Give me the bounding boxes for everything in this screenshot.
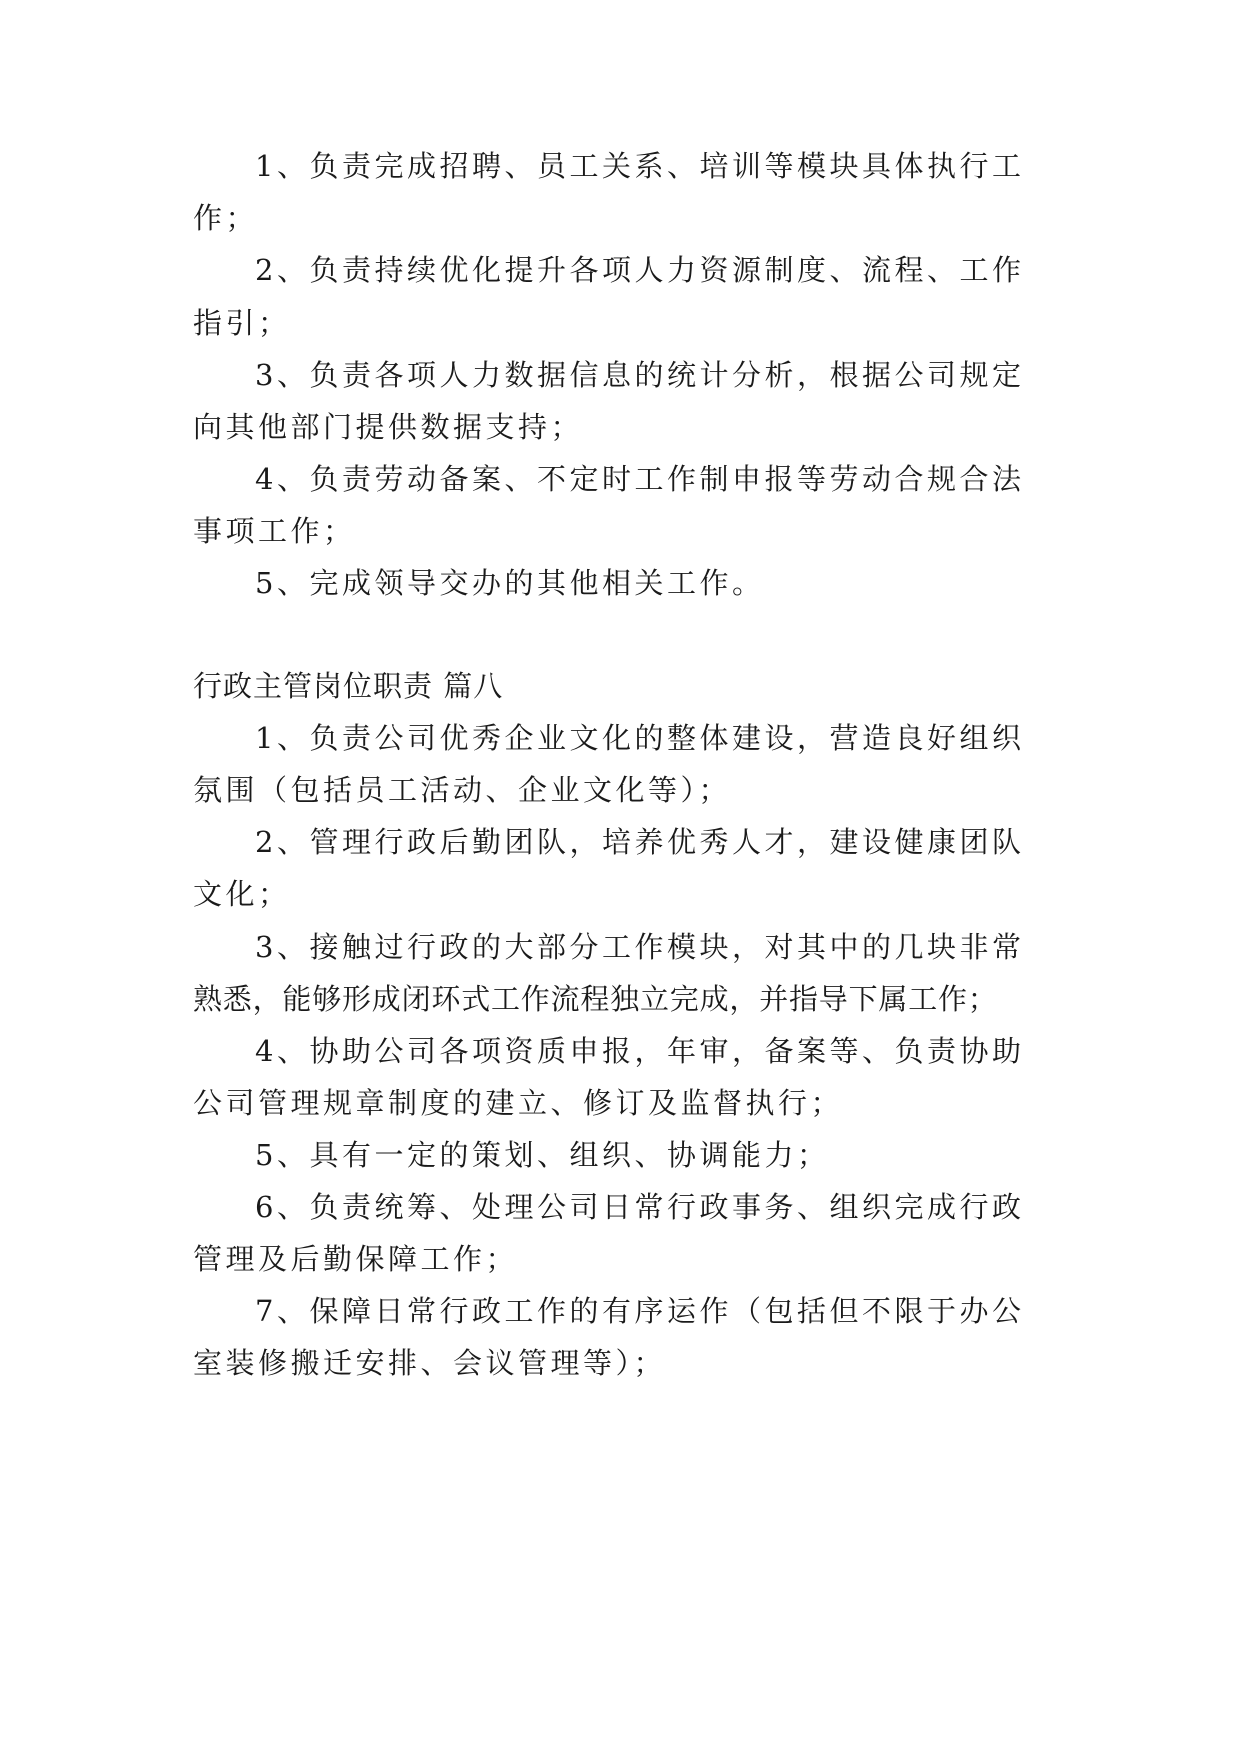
duty-4-line-1: 4、协助公司各项资质申报，年审，备案等、负责协助 [255,1034,1025,1068]
duty-3-line-2: 熟悉，能够形成闭环式工作流程独立完成，并指导下属工作； [193,982,998,1016]
duty-1-line-1: 1、负责公司优秀企业文化的整体建设，营造良好组织 [255,721,1025,755]
item-3-line-2: 向其他部门提供数据支持； [193,410,584,444]
duty-6-line-1: 6、负责统筹、处理公司日常行政事务、组织完成行政 [255,1190,1025,1224]
item-2-line-1: 2、负责持续优化提升各项人力资源制度、流程、工作 [255,253,1025,287]
duty-5-line-1: 5、具有一定的策划、组织、协调能力； [255,1138,830,1172]
duty-7-line-2: 室装修搬迁安排、会议管理等）； [193,1346,667,1380]
item-3-line-1: 3、负责各项人力数据信息的统计分析，根据公司规定 [255,358,1025,392]
duty-2-line-2: 文化； [193,877,291,911]
duty-4-line-2: 公司管理规章制度的建立、修订及监督执行； [193,1086,844,1120]
duty-3-line-1: 3、接触过行政的大部分工作模块，对其中的几块非常 [255,930,1025,964]
item-1-line-1: 1、负责完成招聘、员工关系、培训等模块具体执行工 [255,149,1025,183]
item-4-line-1: 4、负责劳动备案、不定时工作制申报等劳动合规合法 [255,462,1025,496]
duty-1-line-2: 氛围（包括员工活动、企业文化等）； [193,773,732,807]
duty-2-line-1: 2、管理行政后勤团队，培养优秀人才，建设健康团队 [255,825,1025,859]
item-4-line-2: 事项工作； [193,514,356,548]
section-heading: 行政主管岗位职责 篇八 [193,669,504,703]
item-1-line-2: 作； [193,201,259,235]
item-2-line-2: 指引； [193,306,291,340]
duty-7-line-1: 7、保障日常行政工作的有序运作（包括但不限于办公 [255,1294,1025,1328]
item-5-line-1: 5、完成领导交办的其他相关工作。 [255,566,765,600]
duty-6-line-2: 管理及后勤保障工作； [193,1242,519,1276]
